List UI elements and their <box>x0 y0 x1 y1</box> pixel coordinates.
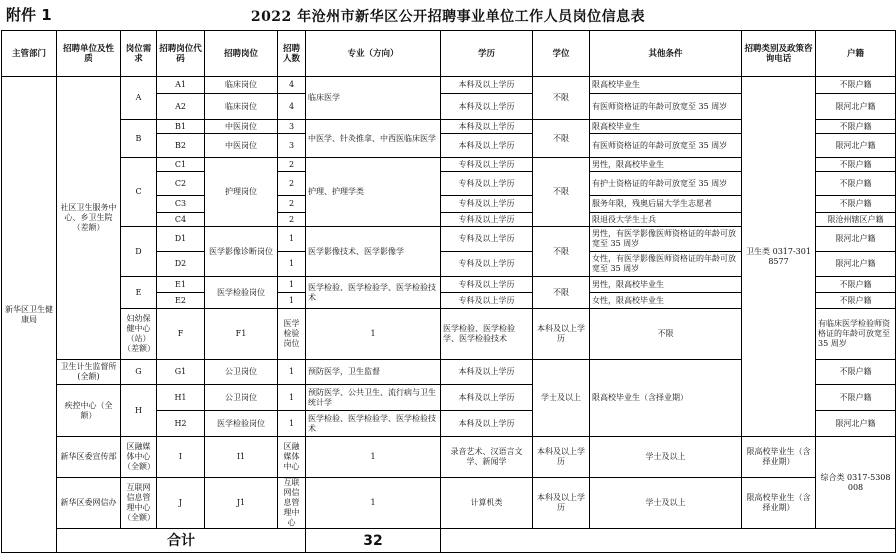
header-num: 招聘人数 <box>278 31 306 77</box>
header-degree: 学位 <box>533 31 590 77</box>
unit-cell: 妇幼保健中心（站）（差额） <box>121 309 157 360</box>
need-cell: A <box>121 77 157 120</box>
total-blank <box>441 529 896 553</box>
total-label: 合计 <box>57 529 306 553</box>
major-cell: 医学检验、医学检验学、医学检验技术 <box>441 309 533 360</box>
code-cell: C2 <box>157 172 205 196</box>
code-cell: B1 <box>157 120 205 134</box>
edu-cell: 本科及以上学历 <box>441 360 533 385</box>
edu-cell: 专科及以上学历 <box>441 293 533 309</box>
post-cell: 医学影像诊断岗位 <box>205 227 278 277</box>
need-cell: G <box>121 360 157 385</box>
edu-cell: 本科及以上学历 <box>533 437 590 478</box>
post-cell: 中医岗位 <box>205 134 278 158</box>
hukou-cell: 限河北户籍 <box>816 134 896 158</box>
total-row <box>2 529 896 553</box>
post-cell: 区融媒体中心 <box>278 437 306 478</box>
edu-cell: 专科及以上学历 <box>441 213 533 227</box>
degree-cell: 不限 <box>533 227 590 277</box>
degree-cell: 不限 <box>533 120 590 158</box>
num-cell: 1 <box>306 478 441 529</box>
need-cell: H <box>121 385 157 437</box>
contact-cell: 卫生类 0317-3018577 <box>742 77 816 437</box>
edu-cell: 专科及以上学历 <box>441 158 533 172</box>
header-unit: 招聘单位及性质 <box>57 31 121 77</box>
header-need: 岗位需求 <box>121 31 157 77</box>
code-cell: E1 <box>157 277 205 293</box>
edu-cell: 本科及以上学历 <box>441 120 533 134</box>
other-cell: 限高校毕业生（含择业期） <box>742 478 816 529</box>
num-cell: 1 <box>278 385 306 411</box>
num-cell: 1 <box>306 309 441 360</box>
other-cell: 女性，有医学影像医师资格证的年龄可放宽至 35 周岁 <box>590 252 742 277</box>
other-cell: 限高校毕业生 <box>590 120 742 134</box>
need-cell: E <box>121 277 157 309</box>
code-cell: E2 <box>157 293 205 309</box>
num-cell: 2 <box>278 158 306 172</box>
hukou-cell: 限河北户籍 <box>816 227 896 252</box>
code-cell: F1 <box>205 309 278 360</box>
hukou-cell: 不限户籍 <box>816 293 896 309</box>
post-cell: 医学检验岗位 <box>205 411 278 437</box>
hukou-cell: 不限户籍 <box>816 120 896 134</box>
hukou-cell: 不限户籍 <box>816 172 896 196</box>
edu-cell: 专科及以上学历 <box>441 277 533 293</box>
other-cell: 限高校毕业生（含择业期） <box>590 360 742 437</box>
other-cell: 男性，限高校毕业生 <box>590 277 742 293</box>
post-cell: 临床岗位 <box>205 77 278 94</box>
edu-cell: 专科及以上学历 <box>441 172 533 196</box>
header-dept: 主管部门 <box>2 31 57 77</box>
code-cell: A1 <box>157 77 205 94</box>
page-title: 2022 年沧州市新华区公开招聘事业单位工作人员岗位信息表 <box>250 9 646 25</box>
edu-cell: 本科及以上学历 <box>533 309 590 360</box>
num-cell: 1 <box>306 437 441 478</box>
major-cell: 中医学、针灸推拿、中西医临床医学 <box>306 120 441 158</box>
code-cell: A2 <box>157 94 205 120</box>
post-cell: 临床岗位 <box>205 94 278 120</box>
num-cell: 2 <box>278 196 306 213</box>
other-cell: 有医师资格证的年龄可放宽至 35 周岁 <box>590 134 742 158</box>
other-cell: 有临床医学检验师资格证的年龄可放宽至 35 周岁 <box>816 309 896 360</box>
post-cell: 互联网信息管理中心 <box>278 478 306 529</box>
other-cell: 男性，有医学影像医师资格证的年龄可放宽至 35 周岁 <box>590 227 742 252</box>
need-cell: B <box>121 120 157 158</box>
header-edu: 学历 <box>441 31 533 77</box>
code-cell: C4 <box>157 213 205 227</box>
other-cell: 男性，限高校毕业生 <box>590 158 742 172</box>
num-cell: 2 <box>278 213 306 227</box>
code-cell: D2 <box>157 252 205 277</box>
major-cell: 医学检验、医学检验学、医学检验技术 <box>306 411 441 437</box>
post-cell: 护理岗位 <box>205 158 278 227</box>
code-cell: D1 <box>157 227 205 252</box>
post-cell: 医学检验岗位 <box>205 277 278 309</box>
hukou-cell: 限河北户籍 <box>816 94 896 120</box>
hukou-cell: 不限户籍 <box>816 77 896 94</box>
unit-cell: 疾控中心（全额） <box>57 385 121 437</box>
contact-cell: 综合类 0317-5308008 <box>816 437 896 529</box>
degree-cell: 学士及以上 <box>533 360 590 437</box>
edu-cell: 专科及以上学历 <box>441 227 533 252</box>
edu-cell: 本科及以上学历 <box>533 478 590 529</box>
annex-label: 附件 1 <box>6 6 52 24</box>
unit-cell: 卫生计生监督所(全额) <box>57 360 121 385</box>
num-cell: 3 <box>278 134 306 158</box>
total-value: 32 <box>306 529 441 553</box>
num-cell: 4 <box>278 77 306 94</box>
code-cell: I1 <box>205 437 278 478</box>
num-cell: 1 <box>278 277 306 293</box>
hukou-cell: 限河北户籍 <box>816 252 896 277</box>
hukou-cell: 不限户籍 <box>816 360 896 385</box>
degree-cell: 不限 <box>533 277 590 309</box>
degree-cell: 学士及以上 <box>590 478 742 529</box>
need-cell: I <box>157 437 205 478</box>
num-cell: 1 <box>278 252 306 277</box>
other-cell: 限高校毕业生（含择业期） <box>742 437 816 478</box>
document-header <box>0 0 896 30</box>
other-cell: 有医师资格证的年龄可放宽至 35 周岁 <box>590 94 742 120</box>
major-cell: 录音艺术、汉语言文学、新闻学 <box>441 437 533 478</box>
header-contact: 招聘类别及政策咨询电话 <box>742 31 816 77</box>
other-cell: 限高校毕业生 <box>590 77 742 94</box>
major-cell: 预防医学，卫生监督 <box>306 360 441 385</box>
degree-cell: 不限 <box>533 77 590 120</box>
code-cell: H1 <box>157 385 205 411</box>
header-code: 招聘岗位代码 <box>157 31 205 77</box>
major-cell: 护理、护理学类 <box>306 158 441 227</box>
edu-cell: 本科及以上学历 <box>441 94 533 120</box>
code-cell: J1 <box>205 478 278 529</box>
edu-cell: 本科及以上学历 <box>441 411 533 437</box>
edu-cell: 本科及以上学历 <box>441 134 533 158</box>
degree-cell: 学士及以上 <box>590 437 742 478</box>
table-row <box>2 437 896 478</box>
edu-cell: 专科及以上学历 <box>441 252 533 277</box>
num-cell: 1 <box>278 411 306 437</box>
table-row <box>2 77 896 94</box>
num-cell: 1 <box>278 293 306 309</box>
code-cell: B2 <box>157 134 205 158</box>
post-cell: 中医岗位 <box>205 120 278 134</box>
unit-cell: 社区卫生服务中心、乡卫生院（差额） <box>57 77 121 360</box>
need-cell: C <box>121 158 157 227</box>
major-cell: 医学检验、医学检验学、医学检验技术 <box>306 277 441 309</box>
other-cell: 限退役大学生士兵 <box>590 213 742 227</box>
num-cell: 1 <box>278 227 306 252</box>
post-cell: 医学检验岗位 <box>278 309 306 360</box>
hukou-cell: 不限户籍 <box>816 196 896 213</box>
header-row <box>2 31 896 77</box>
unit-cell: 区融媒体中心（全额） <box>121 437 157 478</box>
dept-cell: 新华区卫生健康局 <box>2 77 57 553</box>
degree-cell: 不限 <box>533 158 590 227</box>
header-other: 其他条件 <box>590 31 742 77</box>
code-cell: G1 <box>157 360 205 385</box>
degree-cell: 不限 <box>590 309 742 360</box>
major-cell: 医学影像技术、医学影像学 <box>306 227 441 277</box>
code-cell: H2 <box>157 411 205 437</box>
post-cell: 公卫岗位 <box>205 360 278 385</box>
recruitment-table <box>1 30 896 553</box>
major-cell: 计算机类 <box>441 478 533 529</box>
edu-cell: 专科及以上学历 <box>441 196 533 213</box>
table-row <box>2 478 896 529</box>
major-cell: 预防医学、公共卫生、流行病与卫生统计学 <box>306 385 441 411</box>
header-major: 专业（方向） <box>306 31 441 77</box>
num-cell: 4 <box>278 94 306 120</box>
num-cell: 1 <box>278 360 306 385</box>
hukou-cell: 不限户籍 <box>816 158 896 172</box>
post-cell: 公卫岗位 <box>205 385 278 411</box>
edu-cell: 本科及以上学历 <box>441 77 533 94</box>
num-cell: 2 <box>278 172 306 196</box>
unit-cell: 互联网信息管理中心（全额） <box>121 478 157 529</box>
hukou-cell: 限河北户籍 <box>816 411 896 437</box>
header-hukou: 户籍 <box>816 31 896 77</box>
other-cell: 服务年限，残奥后届大学生志愿者 <box>590 196 742 213</box>
num-cell: 3 <box>278 120 306 134</box>
header-post: 招聘岗位 <box>205 31 278 77</box>
code-cell: C1 <box>157 158 205 172</box>
hukou-cell: 不限户籍 <box>816 385 896 411</box>
other-cell: 女性，限高校毕业生 <box>590 293 742 309</box>
edu-cell: 本科及以上学历 <box>441 385 533 411</box>
hukou-cell: 限沧州辖区户籍 <box>816 213 896 227</box>
major-cell: 临床医学 <box>306 77 441 120</box>
other-cell: 有护士资格证的年龄可放宽至 35 周岁 <box>590 172 742 196</box>
dept-cell: 新华区委宣传部 <box>57 437 121 478</box>
dept-cell: 新华区委网信办 <box>57 478 121 529</box>
need-cell: F <box>157 309 205 360</box>
code-cell: C3 <box>157 196 205 213</box>
need-cell: D <box>121 227 157 277</box>
hukou-cell: 不限户籍 <box>816 277 896 293</box>
need-cell: J <box>157 478 205 529</box>
